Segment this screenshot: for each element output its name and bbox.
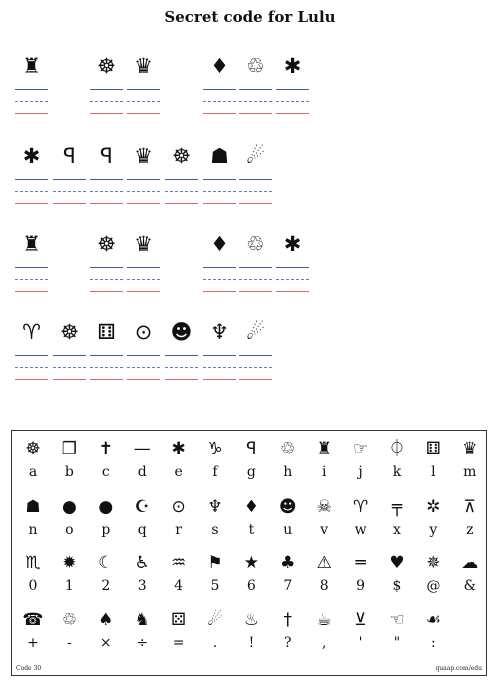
key-symbol: ✝ — [98, 439, 113, 459]
cipher-slot — [90, 318, 123, 390]
key-symbol: ☜ — [389, 610, 405, 630]
answer-line[interactable] — [90, 179, 123, 180]
key-symbol: ♲ — [280, 439, 296, 459]
key-entry — [270, 495, 306, 551]
answer-line[interactable] — [239, 379, 272, 380]
answer-line[interactable] — [127, 279, 160, 280]
code-number: Code 30 — [16, 665, 42, 672]
key-character: 1 — [64, 578, 74, 594]
key-entry — [306, 495, 342, 551]
cipher-slot — [239, 230, 272, 302]
key-symbol: ● — [61, 497, 77, 517]
cipher-symbol: ♲ — [246, 232, 265, 256]
key-character: w — [354, 522, 367, 538]
key-symbol: ★ — [243, 553, 260, 573]
cipher-slot — [276, 52, 309, 124]
key-character: i — [321, 464, 327, 480]
answer-line[interactable] — [239, 101, 272, 102]
key-entry — [197, 551, 233, 607]
cipher-symbol: ⚅ — [97, 320, 116, 344]
key-symbol: ⊙ — [171, 497, 186, 517]
answer-line[interactable] — [90, 379, 123, 380]
cipher-slot — [15, 318, 48, 390]
key-character: ! — [248, 635, 255, 651]
key-entry — [88, 437, 124, 493]
cipher-symbol: ♦ — [210, 54, 229, 78]
key-entry — [306, 608, 342, 664]
answer-line[interactable] — [15, 101, 48, 102]
answer-line[interactable] — [276, 267, 309, 268]
key-symbol: ⚠ — [316, 553, 332, 573]
key-symbol: † — [283, 610, 293, 630]
cipher-slot — [203, 52, 236, 124]
cipher-slot — [203, 318, 236, 390]
key-character: x — [393, 522, 401, 538]
answer-line[interactable] — [90, 279, 123, 280]
source-url: quaap.com/edu — [435, 665, 482, 672]
key-symbol: ☻ — [278, 497, 297, 517]
answer-line[interactable] — [15, 89, 48, 90]
cipher-slot — [239, 318, 272, 390]
cipher-slot — [203, 230, 236, 302]
cipher-slot — [127, 142, 160, 214]
key-entry — [415, 437, 451, 493]
cipher-symbol: ☄ — [246, 320, 265, 344]
answer-line[interactable] — [127, 267, 160, 268]
key-character: 2 — [101, 578, 111, 594]
cipher-slot — [239, 142, 272, 214]
answer-line[interactable] — [53, 355, 86, 356]
answer-line[interactable] — [53, 203, 86, 204]
key-character: 3 — [137, 578, 147, 594]
answer-line[interactable] — [15, 267, 48, 268]
key-character: . — [212, 635, 218, 651]
key-character: c — [101, 464, 110, 480]
key-symbol: ♒ — [170, 553, 187, 573]
key-entry — [306, 437, 342, 493]
answer-line[interactable] — [239, 203, 272, 204]
key-entry — [306, 551, 342, 607]
answer-line[interactable] — [203, 279, 236, 280]
answer-line[interactable] — [53, 179, 86, 180]
key-character: a — [28, 464, 38, 480]
cipher-slot — [276, 230, 309, 302]
key-character: u — [283, 522, 293, 538]
answer-line[interactable] — [127, 291, 160, 292]
answer-line[interactable] — [127, 113, 160, 114]
key-symbol: ♨ — [243, 610, 260, 630]
key-symbol: ☄ — [207, 610, 223, 630]
cipher-slot — [53, 142, 86, 214]
cipher-symbol: ♛ — [134, 144, 153, 168]
key-entry — [233, 551, 269, 607]
answer-line[interactable] — [239, 179, 272, 180]
answer-line[interactable] — [203, 179, 236, 180]
cipher-symbol: ⊙ — [134, 320, 153, 344]
key-symbol: ♜ — [316, 439, 332, 459]
key-entry — [233, 495, 269, 551]
key-entry — [379, 608, 415, 664]
key-entry — [51, 551, 87, 607]
key-character: s — [211, 522, 219, 538]
key-character: - — [67, 635, 72, 651]
key-symbol: ☗ — [25, 497, 41, 517]
key-character: y — [429, 522, 438, 538]
key-character: = — [172, 635, 185, 651]
key-character: 9 — [356, 578, 366, 594]
answer-line[interactable] — [165, 191, 198, 192]
key-character: 5 — [210, 578, 220, 594]
answer-line[interactable] — [165, 367, 198, 368]
key-entry — [343, 608, 379, 664]
key-entry — [343, 437, 379, 493]
key-symbol: ● — [98, 497, 114, 517]
key-symbol: ☸ — [25, 439, 41, 459]
key-symbol: ♥ — [389, 553, 405, 573]
key-entry — [124, 551, 160, 607]
cipher-slot — [90, 230, 123, 302]
answer-line[interactable] — [239, 367, 272, 368]
key-entry — [415, 608, 451, 664]
answer-line[interactable] — [276, 113, 309, 114]
key-symbol: — — [133, 439, 151, 459]
answer-line[interactable] — [90, 367, 123, 368]
key-entry — [197, 608, 233, 664]
answer-line[interactable] — [53, 379, 86, 380]
key-symbol: ╤ — [391, 497, 403, 517]
key-entry — [452, 437, 488, 493]
cipher-symbol: ✱ — [283, 232, 302, 256]
answer-line[interactable] — [15, 367, 48, 368]
page-title: Secret code for Lulu — [164, 8, 336, 26]
answer-line[interactable] — [203, 267, 236, 268]
key-symbol: ☁ — [461, 553, 479, 573]
key-character: t — [248, 522, 255, 538]
answer-line[interactable] — [90, 267, 123, 268]
key-entry — [161, 495, 197, 551]
key-character: m — [463, 464, 477, 480]
key-entry — [379, 437, 415, 493]
answer-line[interactable] — [15, 279, 48, 280]
key-entry — [161, 608, 197, 664]
answer-line[interactable] — [15, 113, 48, 114]
key-symbol: ⊼ — [463, 497, 477, 517]
key-entry — [15, 608, 51, 664]
key-entry — [161, 551, 197, 607]
key-symbol: ♦ — [243, 497, 260, 517]
cipher-symbol: ♜ — [22, 54, 41, 78]
code-key-table — [11, 430, 487, 676]
cipher-symbol: ♲ — [246, 54, 265, 78]
answer-line[interactable] — [165, 355, 198, 356]
cipher-slot — [15, 142, 48, 214]
key-symbol: ♛ — [462, 439, 478, 459]
key-entry — [15, 495, 51, 551]
key-symbol: ♠ — [98, 610, 114, 630]
key-character: l — [431, 464, 436, 480]
key-entry — [124, 437, 160, 493]
cipher-symbol: ꟼ — [63, 144, 76, 168]
answer-line[interactable] — [53, 191, 86, 192]
answer-line[interactable] — [53, 367, 86, 368]
key-entry — [379, 495, 415, 551]
key-character: k — [392, 464, 402, 480]
cipher-slot — [15, 52, 48, 124]
key-symbol: ❒ — [61, 439, 78, 459]
key-symbol: ⚑ — [207, 553, 223, 573]
key-entry — [452, 495, 488, 551]
key-entry — [379, 551, 415, 607]
key-character: r — [175, 522, 182, 538]
answer-line[interactable] — [203, 367, 236, 368]
key-symbol: ♆ — [207, 497, 223, 517]
cipher-symbol: ꟼ — [100, 144, 113, 168]
cipher-symbol: ☄ — [246, 144, 265, 168]
key-character: , — [321, 635, 327, 651]
cipher-slot — [239, 52, 272, 124]
answer-line[interactable] — [239, 113, 272, 114]
key-character: g — [246, 464, 256, 480]
key-symbol: ⚅ — [426, 439, 441, 459]
key-character: ? — [284, 635, 292, 651]
key-character: ÷ — [136, 635, 149, 651]
answer-line[interactable] — [239, 89, 272, 90]
cipher-slot — [127, 52, 160, 124]
key-symbol: ☪ — [134, 497, 150, 517]
key-character: v — [320, 522, 329, 538]
key-character: p — [101, 522, 111, 538]
cipher-symbol: ☗ — [210, 144, 229, 168]
key-entry — [415, 495, 451, 551]
key-character: j — [358, 464, 363, 480]
key-character: h — [283, 464, 293, 480]
key-entry — [88, 608, 124, 664]
answer-line[interactable] — [127, 101, 160, 102]
cipher-slot — [15, 230, 48, 302]
key-entry — [124, 495, 160, 551]
answer-line[interactable] — [165, 179, 198, 180]
answer-line[interactable] — [90, 191, 123, 192]
answer-line[interactable] — [15, 379, 48, 380]
key-entry — [197, 495, 233, 551]
key-entry — [88, 551, 124, 607]
answer-line[interactable] — [203, 101, 236, 102]
key-symbol: ☠ — [316, 497, 332, 517]
key-entry — [51, 608, 87, 664]
key-entry — [452, 551, 488, 607]
answer-line[interactable] — [127, 89, 160, 90]
cipher-slot — [127, 230, 160, 302]
answer-line[interactable] — [127, 367, 160, 368]
key-entry — [270, 437, 306, 493]
key-character: b — [64, 464, 74, 480]
key-symbol: ⊻ — [354, 610, 367, 630]
answer-line[interactable] — [15, 179, 48, 180]
key-symbol: ✵ — [426, 553, 441, 573]
answer-line[interactable] — [165, 379, 198, 380]
cipher-symbol: ♜ — [22, 232, 41, 256]
cipher-symbol: ♛ — [134, 232, 153, 256]
answer-line[interactable] — [203, 379, 236, 380]
answer-line[interactable] — [276, 101, 309, 102]
key-symbol: ☎ — [22, 610, 44, 630]
key-character: z — [466, 522, 474, 538]
cipher-symbol: ☸ — [60, 320, 79, 344]
answer-line[interactable] — [239, 267, 272, 268]
answer-line[interactable] — [276, 279, 309, 280]
key-symbol: ♲ — [61, 610, 78, 630]
answer-line[interactable] — [239, 291, 272, 292]
key-symbol: ♿ — [134, 553, 150, 573]
answer-line[interactable] — [90, 101, 123, 102]
key-character: 0 — [28, 578, 38, 594]
answer-line[interactable] — [15, 355, 48, 356]
key-entry — [270, 551, 306, 607]
cipher-symbol: ☸ — [97, 54, 116, 78]
key-symbol: ═ — [355, 553, 366, 573]
key-character: & — [463, 578, 477, 594]
answer-line[interactable] — [276, 89, 309, 90]
cipher-slot — [203, 142, 236, 214]
answer-line[interactable] — [90, 203, 123, 204]
answer-line[interactable] — [203, 89, 236, 90]
key-symbol: ⚄ — [171, 610, 186, 630]
cipher-slot — [90, 52, 123, 124]
answer-line[interactable] — [203, 113, 236, 114]
key-character: $ — [392, 578, 402, 594]
key-entry — [15, 437, 51, 493]
answer-line[interactable] — [90, 89, 123, 90]
key-entry — [233, 608, 269, 664]
key-character: × — [99, 635, 112, 651]
key-symbol: ✱ — [171, 439, 186, 459]
key-character: 7 — [283, 578, 293, 594]
answer-line[interactable] — [90, 355, 123, 356]
cipher-symbol: ♈ — [22, 320, 41, 344]
answer-line[interactable] — [239, 191, 272, 192]
key-entry — [343, 495, 379, 551]
key-character: : — [431, 635, 436, 651]
answer-line[interactable] — [165, 203, 198, 204]
cipher-symbol: ♦ — [210, 232, 229, 256]
key-entry — [15, 551, 51, 607]
key-character: n — [28, 522, 38, 538]
cipher-symbol: ☸ — [172, 144, 191, 168]
cipher-slot — [165, 142, 198, 214]
answer-line[interactable] — [127, 379, 160, 380]
cipher-slot — [53, 318, 86, 390]
key-symbol: ☕ — [316, 610, 332, 630]
key-character: " — [393, 635, 401, 651]
key-symbol: ♈ — [352, 497, 369, 517]
key-entry — [233, 437, 269, 493]
answer-line[interactable] — [127, 355, 160, 356]
key-character: 6 — [246, 578, 256, 594]
cipher-slot — [90, 142, 123, 214]
answer-line[interactable] — [15, 191, 48, 192]
answer-line[interactable] — [203, 355, 236, 356]
key-character: d — [137, 464, 147, 480]
key-entry — [270, 608, 306, 664]
key-symbol: ☞ — [352, 439, 369, 459]
key-character: + — [27, 635, 39, 651]
key-character: ' — [358, 635, 363, 651]
key-character: 8 — [319, 578, 329, 594]
cipher-symbol: ☻ — [170, 320, 193, 344]
answer-line[interactable] — [239, 279, 272, 280]
key-symbol: ꟼ — [246, 439, 257, 459]
answer-line[interactable] — [203, 291, 236, 292]
cipher-symbol: ♛ — [134, 54, 153, 78]
key-entry — [343, 551, 379, 607]
key-symbol: ☙ — [425, 610, 442, 630]
answer-line[interactable] — [276, 291, 309, 292]
answer-line[interactable] — [127, 191, 160, 192]
key-character: f — [212, 464, 218, 480]
key-entry — [88, 495, 124, 551]
answer-line[interactable] — [90, 113, 123, 114]
key-entry — [124, 608, 160, 664]
answer-line[interactable] — [203, 203, 236, 204]
key-entry — [415, 551, 451, 607]
key-entry — [51, 437, 87, 493]
answer-line[interactable] — [239, 355, 272, 356]
cipher-slot — [165, 318, 198, 390]
key-character: @ — [426, 578, 441, 594]
key-character: e — [174, 464, 183, 480]
key-entry — [197, 437, 233, 493]
cipher-slot — [127, 318, 160, 390]
cipher-symbol: ☸ — [97, 232, 116, 256]
answer-line[interactable] — [127, 179, 160, 180]
answer-line[interactable] — [15, 203, 48, 204]
key-character: o — [65, 522, 74, 538]
key-symbol: ⏀ — [388, 439, 406, 459]
key-character: 4 — [174, 578, 184, 594]
key-symbol: ♞ — [134, 610, 150, 630]
answer-line[interactable] — [15, 291, 48, 292]
answer-line[interactable] — [203, 191, 236, 192]
key-entry — [51, 495, 87, 551]
key-symbol: ♑ — [207, 439, 223, 459]
key-symbol: ✹ — [62, 553, 77, 573]
cipher-symbol: ✱ — [283, 54, 302, 78]
key-symbol: ☾ — [98, 553, 114, 573]
key-symbol: ♣ — [280, 553, 296, 573]
key-symbol: ♏ — [25, 553, 41, 573]
key-entry — [161, 437, 197, 493]
answer-line[interactable] — [127, 203, 160, 204]
key-character: q — [137, 522, 147, 538]
key-symbol: ✲ — [426, 497, 441, 517]
answer-line[interactable] — [90, 291, 123, 292]
cipher-symbol: ♆ — [210, 320, 229, 344]
cipher-symbol: ✱ — [22, 144, 41, 168]
